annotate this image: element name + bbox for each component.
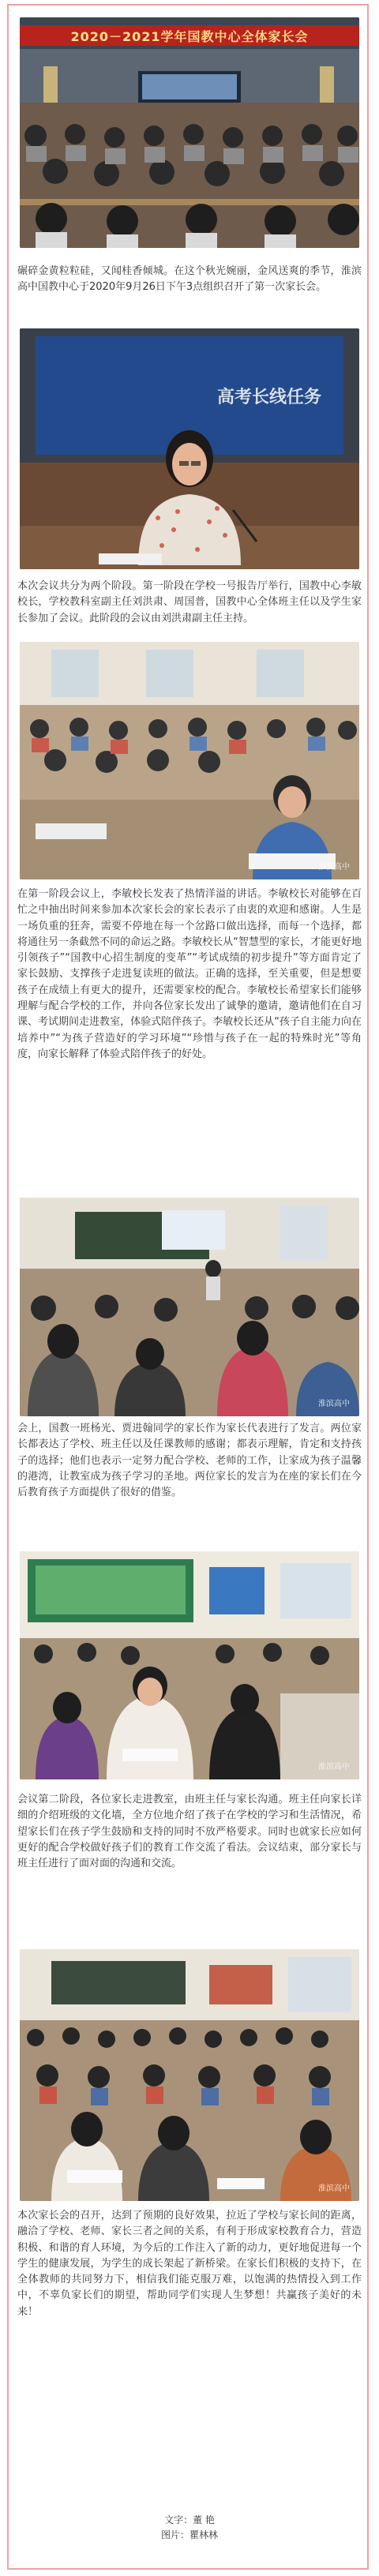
principal-photo	[20, 642, 359, 879]
credits	[0, 2513, 379, 2543]
photo-watermark: 淮滨高中	[318, 1400, 350, 1408]
parent-speech-photo	[20, 1198, 359, 1416]
photo-watermark: 淮滨高中	[318, 1763, 350, 1772]
photo-watermark: 淮滨高中	[318, 863, 350, 872]
banner	[20, 25, 359, 46]
classroom-parents-photo	[20, 1949, 359, 2201]
parent-representatives-paragraph: 会上，国教一班杨光、贾进翰同学的家长作为家长代表进行了发言。两位家长都表达了学校、班主任以及任课教师的感谢；都表示理解，肯定和支持孩子的选择；他们也表示一定努力配合学校、老师的工作，让家成为孩子温馨的港湾，让教室成为孩子学习的圣地。两位家长的发言为在座的家长们在今后教育孩子方面提供了很好的借鉴。	[17, 1423, 362, 1499]
meeting-hall-photo	[20, 17, 359, 248]
principal-speech-paragraph: 在第一阶段会议上，李敏校长发表了热情洋溢的讲话。李敏校长对能够在百忙之中抽出时间来参加本次家长会的家长表示了由衷的欢迎和感谢。人生是一场负重的狂奔，需要不停地在每一个岔路口做出选择，而每一个选择，都将通往另一条截然不同的命运之路。李敏校长从“智慧型的家长，才能更好地引领孩子”“国教中心招生制度的变革”“考试成绩的初步提升”等方面肯定了家长鼓励、支撑孩子走进复读班的做法。正确的选择，至关重要，但是想要孩子在成绩上有更大的提升，还需要家校的配合。李敏校长希望家长们能够理解与配合学校的工作，并向各位家长发出了诚挚的邀请，邀请他们在自习课、考试期间走进教室，体验式陪伴孩子。李敏校长还从“孩子自主能力向在培养中”“为孩子营造好的学习环境”“珍惜与孩子在一起的特殊时光”等角度，向家长解释了体验式陪伴孩子的好处。	[17, 888, 362, 1060]
screen-text	[217, 384, 359, 408]
intro-paragraph: 碾碎金黄粒粒硅，又闻桂香倾城。在这个秋光婉丽，金风送爽的季节，淮滨高中国教中心于2020年9月26日下午3点组织召开了第一次家长会。	[17, 265, 362, 294]
photo-watermark: 淮滨高中	[318, 2184, 350, 2193]
screen-caption: 高考长线任务	[217, 388, 322, 407]
credit-writer: 文字：董 艳	[164, 2514, 215, 2525]
credit-photographer: 图片：瞿林林	[160, 2529, 218, 2540]
classroom-wall-photo	[20, 1551, 359, 1779]
stage-one-paragraph: 本次会议共分为两个阶段。第一阶段在学校一号报告厅举行，国教中心李敏校长，学校教科室副主任刘洪肃、周国普，国教中心全体班主任以及学生家长参加了会议。此阶段的会议由刘洪肃副主任主持。	[17, 580, 362, 624]
stage-two-paragraph: 会议第二阶段，各位家长走进教室，由班主任与家长沟通。班主任向家长详细的介绍班级的文化墙，全方位地介绍了孩子在学校的学习和生活情况，希望家长们在孩子学生鼓励和支持的同时不放严格要求。同时也就家长应如何更好的配合学校做好孩子们的教育工作交流了看法。会议结束，部分家长与班主任进行了面对面的沟通和交流。	[17, 1794, 362, 1870]
conclusion-paragraph: 本次家长会的召开，达到了预期的良好效果，拉近了学校与家长间的距离，融洽了学校、老师、家长三者之间的关系，有利于形成家校教育合力，营造积极、和谐的育人环境，为今后的工作注入了新的动力，更好地促进每一个学生的健康发展，为学生的成长架起了新桥梁。在家长们积极的支持下，在全体教师的共同努力下，相信我们能克服万难，以饱满的热情投入到工作中，不辜负家长们的期望，帮助同学们实现人生梦想！共赢孩子美好的未来！	[17, 2210, 362, 2318]
banner-text: 2020－2021学年国教中心全体家长会	[70, 28, 309, 44]
speaker-photo	[20, 328, 359, 569]
